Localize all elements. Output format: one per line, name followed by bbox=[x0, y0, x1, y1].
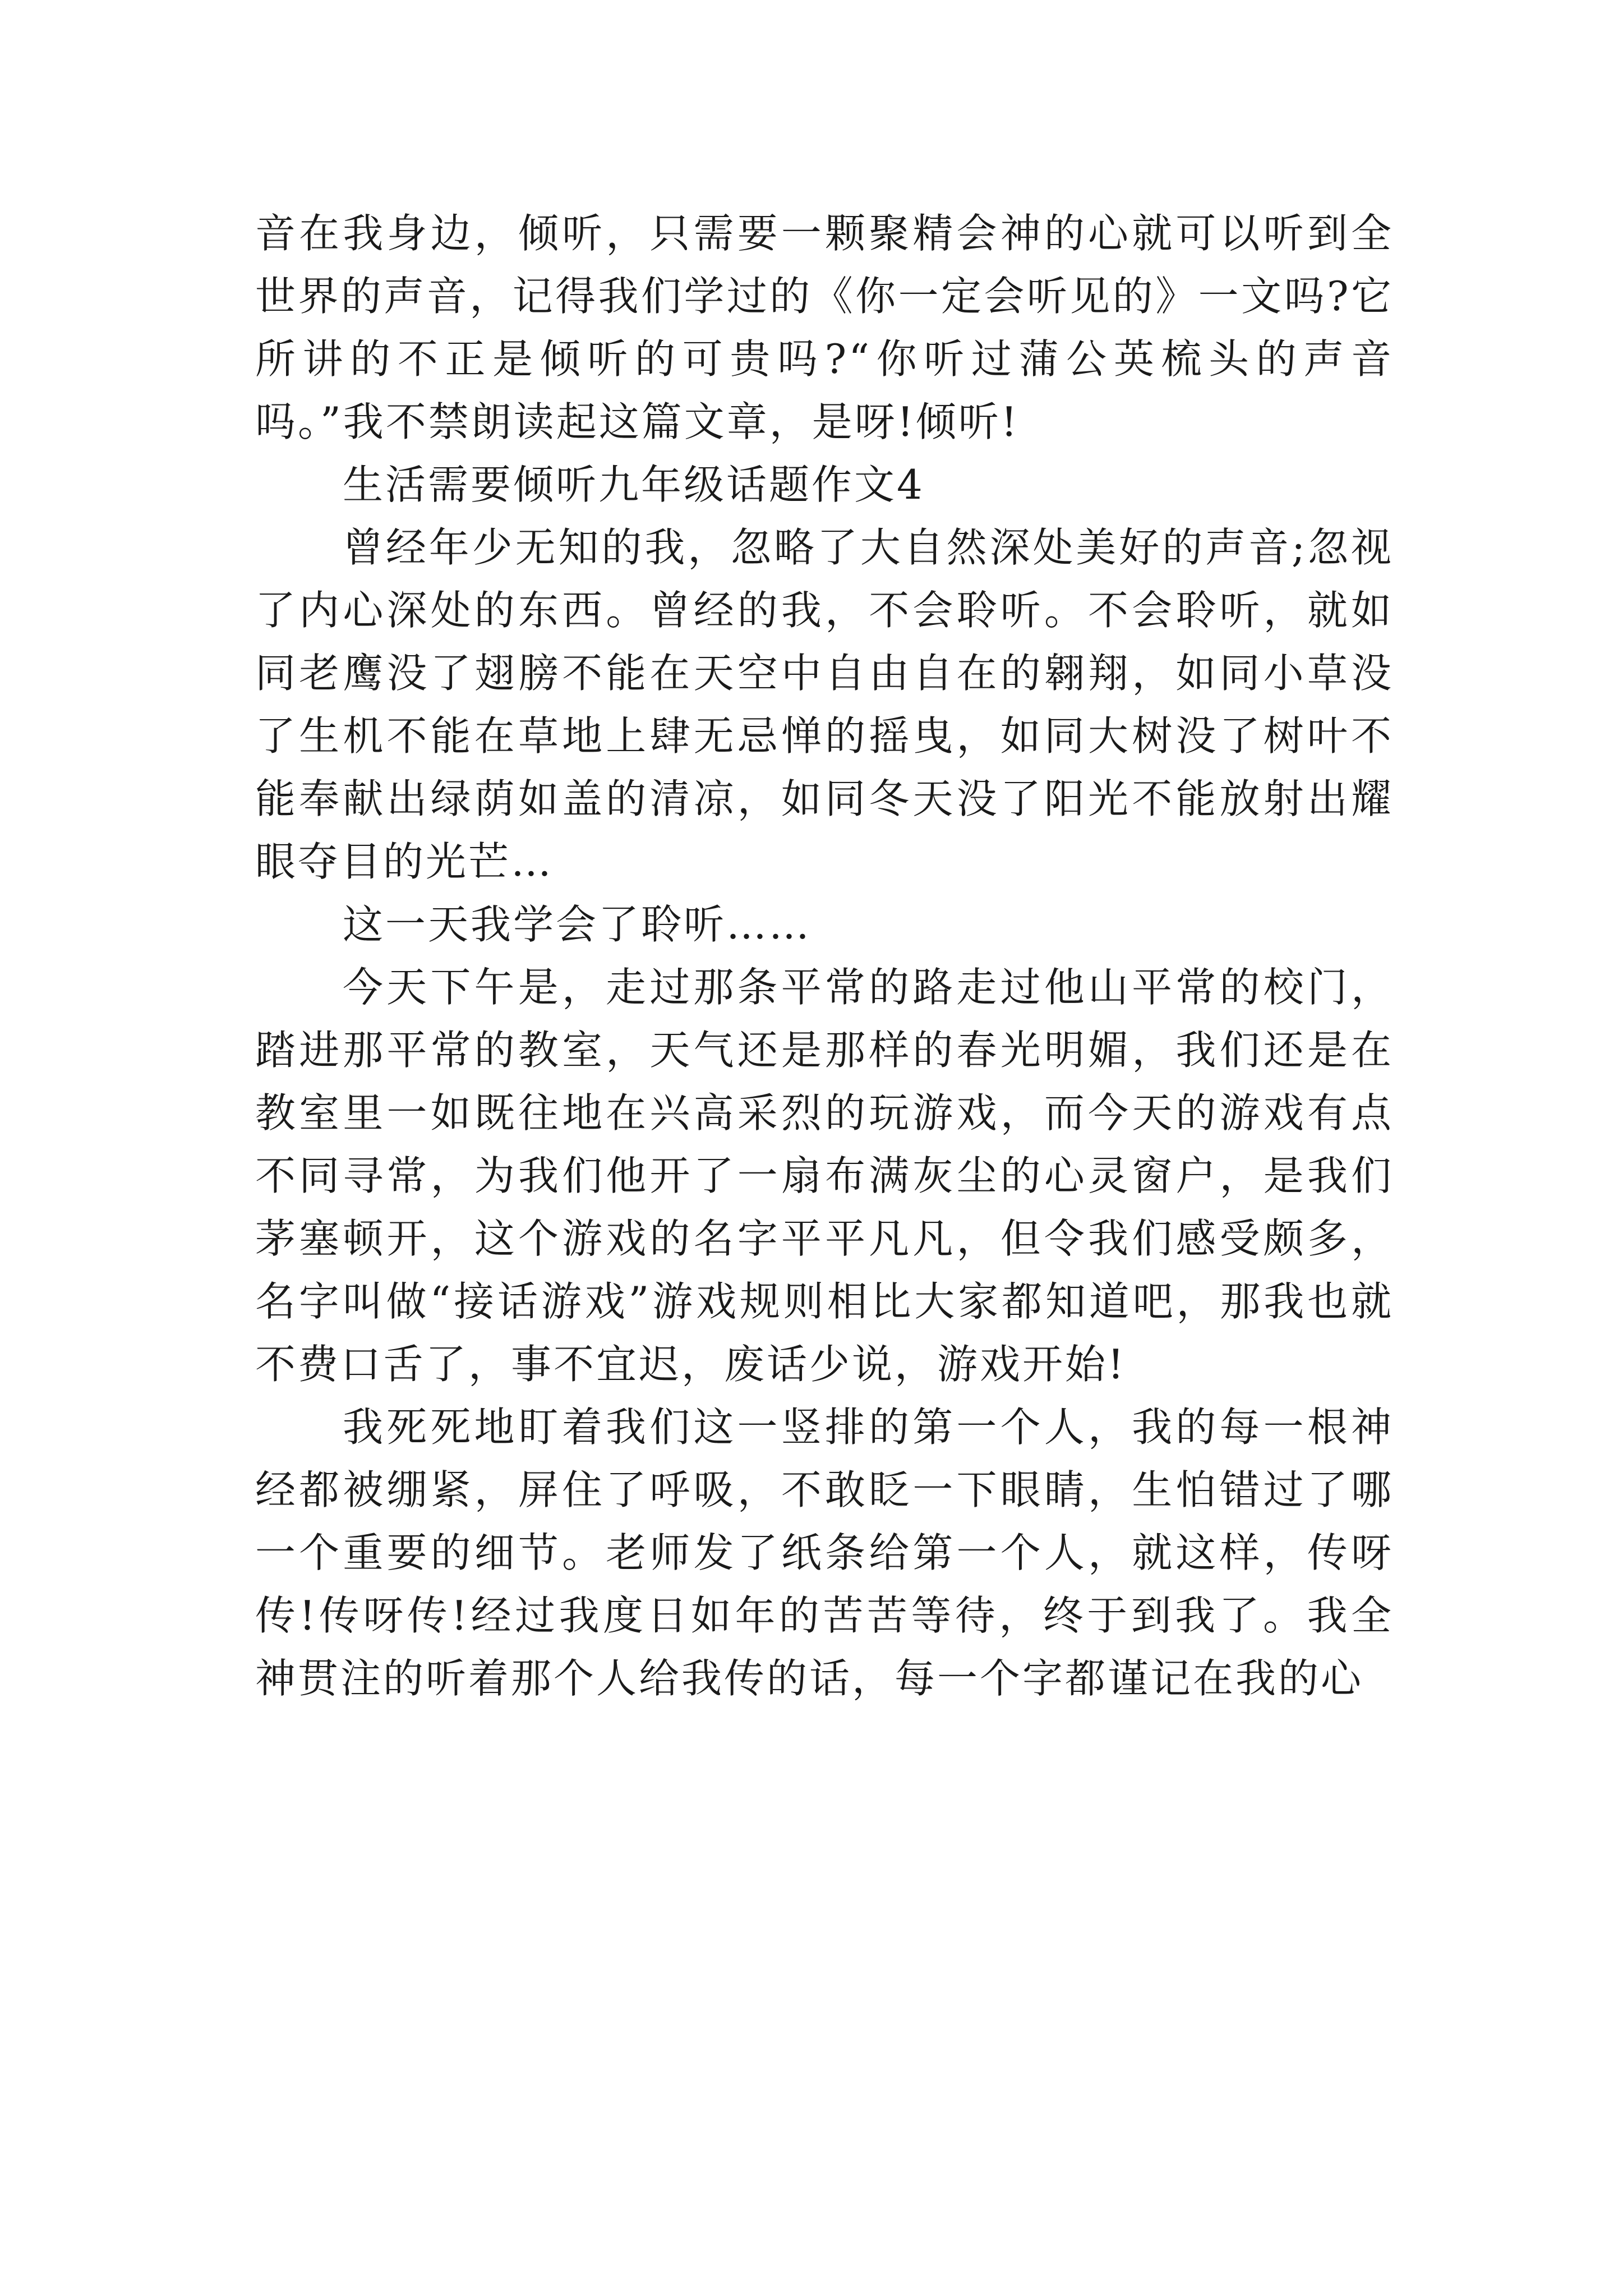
section-heading: 生活需要倾听九年级话题作文4 bbox=[343, 461, 925, 508]
paragraph: 曾经年少无知的我，忽略了大自然深处美好的声音;忽视了内心深处的东西。曾经的我，不会聆听。不会聆听，就如同老鹰没了翅膀不能在天空中自由自在的翱翔，如同小草没了生机不能在草地上肆无忌惮的摇曳，如同大树没了树叶不能奉献出绿荫如盖的清凉，如同冬天没了阳光不能放射出耀眼夺目的光芒… bbox=[255, 524, 1394, 885]
paragraph: 我死死地盯着我们这一竖排的第一个人，我的每一根神经都被绷紧，屏住了呼吸，不敢眨一下眼睛，生怕错过了哪一个重要的细节。老师发了纸条给第一个人，就这样，传呀传!传呀传!经过我度日如年的苦苦等待，终于到我了。我全神贯注的听着那个人给我传的话，每一个字都谨记在我的心 bbox=[255, 1404, 1394, 1702]
paragraph: 这一天我学会了聆听…… bbox=[343, 901, 812, 948]
paragraph: 今天下午是，走过那条平常的路走过他山平常的校门，踏进那平常的教室，天气还是那样的春光明媚，我们还是在教室里一如既往地在兴高采烈的玩游戏，而今天的游戏有点不同寻常，为我们他开了一扇布满灰尘的心灵窗户，是我们茅塞顿开，这个游戏的名字平平凡凡，但令我们感受颇多，名字叫做“接话游戏”游戏规则相比大家都知道吧，那我也就不费口舌了，事不宜迟，废话少说，游戏开始! bbox=[255, 964, 1394, 1388]
document-body bbox=[255, 202, 1394, 1710]
paragraph: 音在我身边，倾听，只需要一颗聚精会神的心就可以听到全世界的声音，记得我们学过的《你一定会听见的》一文吗?它所讲的不正是倾听的可贵吗?“你听过蒲公英梳头的声音吗。”我不禁朗读起这篇文章，是呀!倾听! bbox=[255, 210, 1394, 445]
